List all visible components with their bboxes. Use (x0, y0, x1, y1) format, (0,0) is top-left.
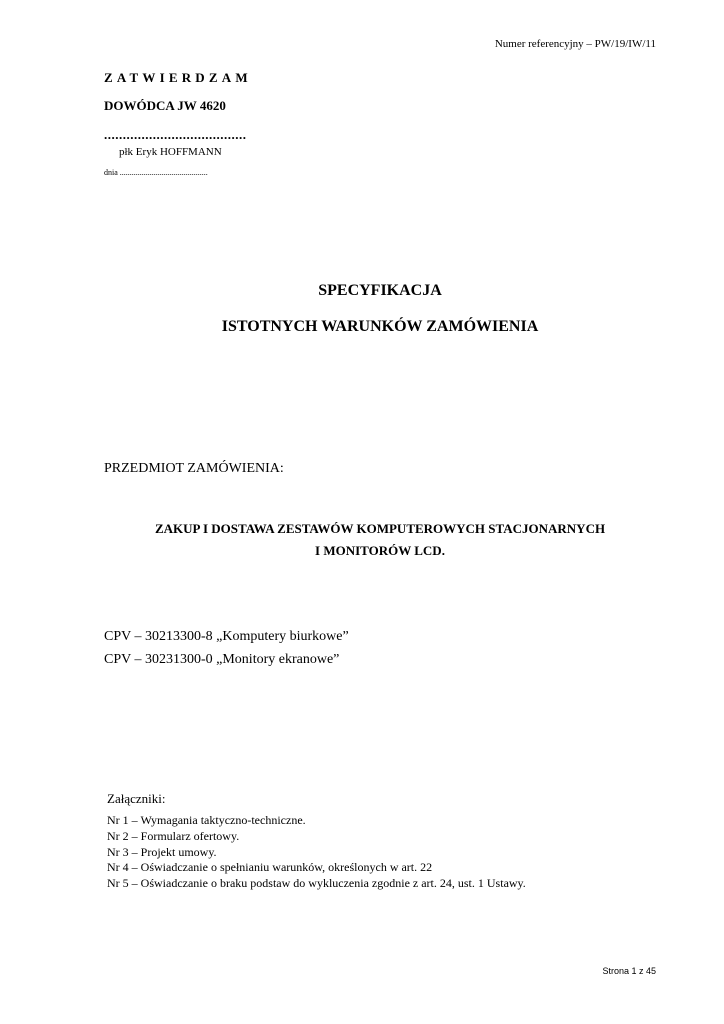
approval-heading: ZATWIERDZAM (104, 70, 252, 85)
document-title-line1: SPECYFIKACJA (318, 282, 442, 299)
reference-number: Numer referencyjny – PW/19/IW/11 (494, 38, 656, 50)
attachment-item: Nr 2 – Formularz ofertowy. (107, 828, 240, 843)
signature-line: ...................................... (104, 127, 247, 142)
document-title-line2: ISTOTNYCH WARUNKÓW ZAMÓWIENIA (221, 318, 539, 335)
subject-line2: I MONITORÓW LCD. (315, 543, 445, 558)
signatory-name: płk Eryk HOFFMANN (119, 146, 222, 158)
page-indicator: Strona 1 z 45 (602, 966, 656, 976)
attachments-heading: Załączniki: (107, 791, 166, 806)
cpv-code-monitors: CPV – 30231300-0 „Monitory ekranowe” (104, 652, 340, 667)
subject-line1: ZAKUP I DOSTAWA ZESTAWÓW KOMPUTEROWYCH STACJONARNYCH (154, 521, 606, 536)
approver-position: DOWÓDCA JW 4620 (104, 98, 226, 113)
attachments-list (107, 813, 526, 892)
attachment-item: Nr 4 – Oświadczanie o spełnianiu warunków, określonych w art. 22 (107, 860, 433, 875)
attachment-item: Nr 3 – Projekt umowy. (107, 844, 217, 859)
cpv-code-computers: CPV – 30213300-8 „Komputery biurkowe” (104, 629, 349, 644)
attachment-item: Nr 5 – Oświadczanie o braku podstaw do wykluczenia zgodnie z art. 24, ust. 1 Ustawy. (107, 876, 526, 891)
subject-label: PRZEDMIOT ZAMÓWIENIA: (104, 461, 284, 476)
attachment-item: Nr 1 – Wymagania taktyczno-techniczne. (107, 813, 306, 827)
date-line: dnia ............................................ (104, 168, 208, 177)
